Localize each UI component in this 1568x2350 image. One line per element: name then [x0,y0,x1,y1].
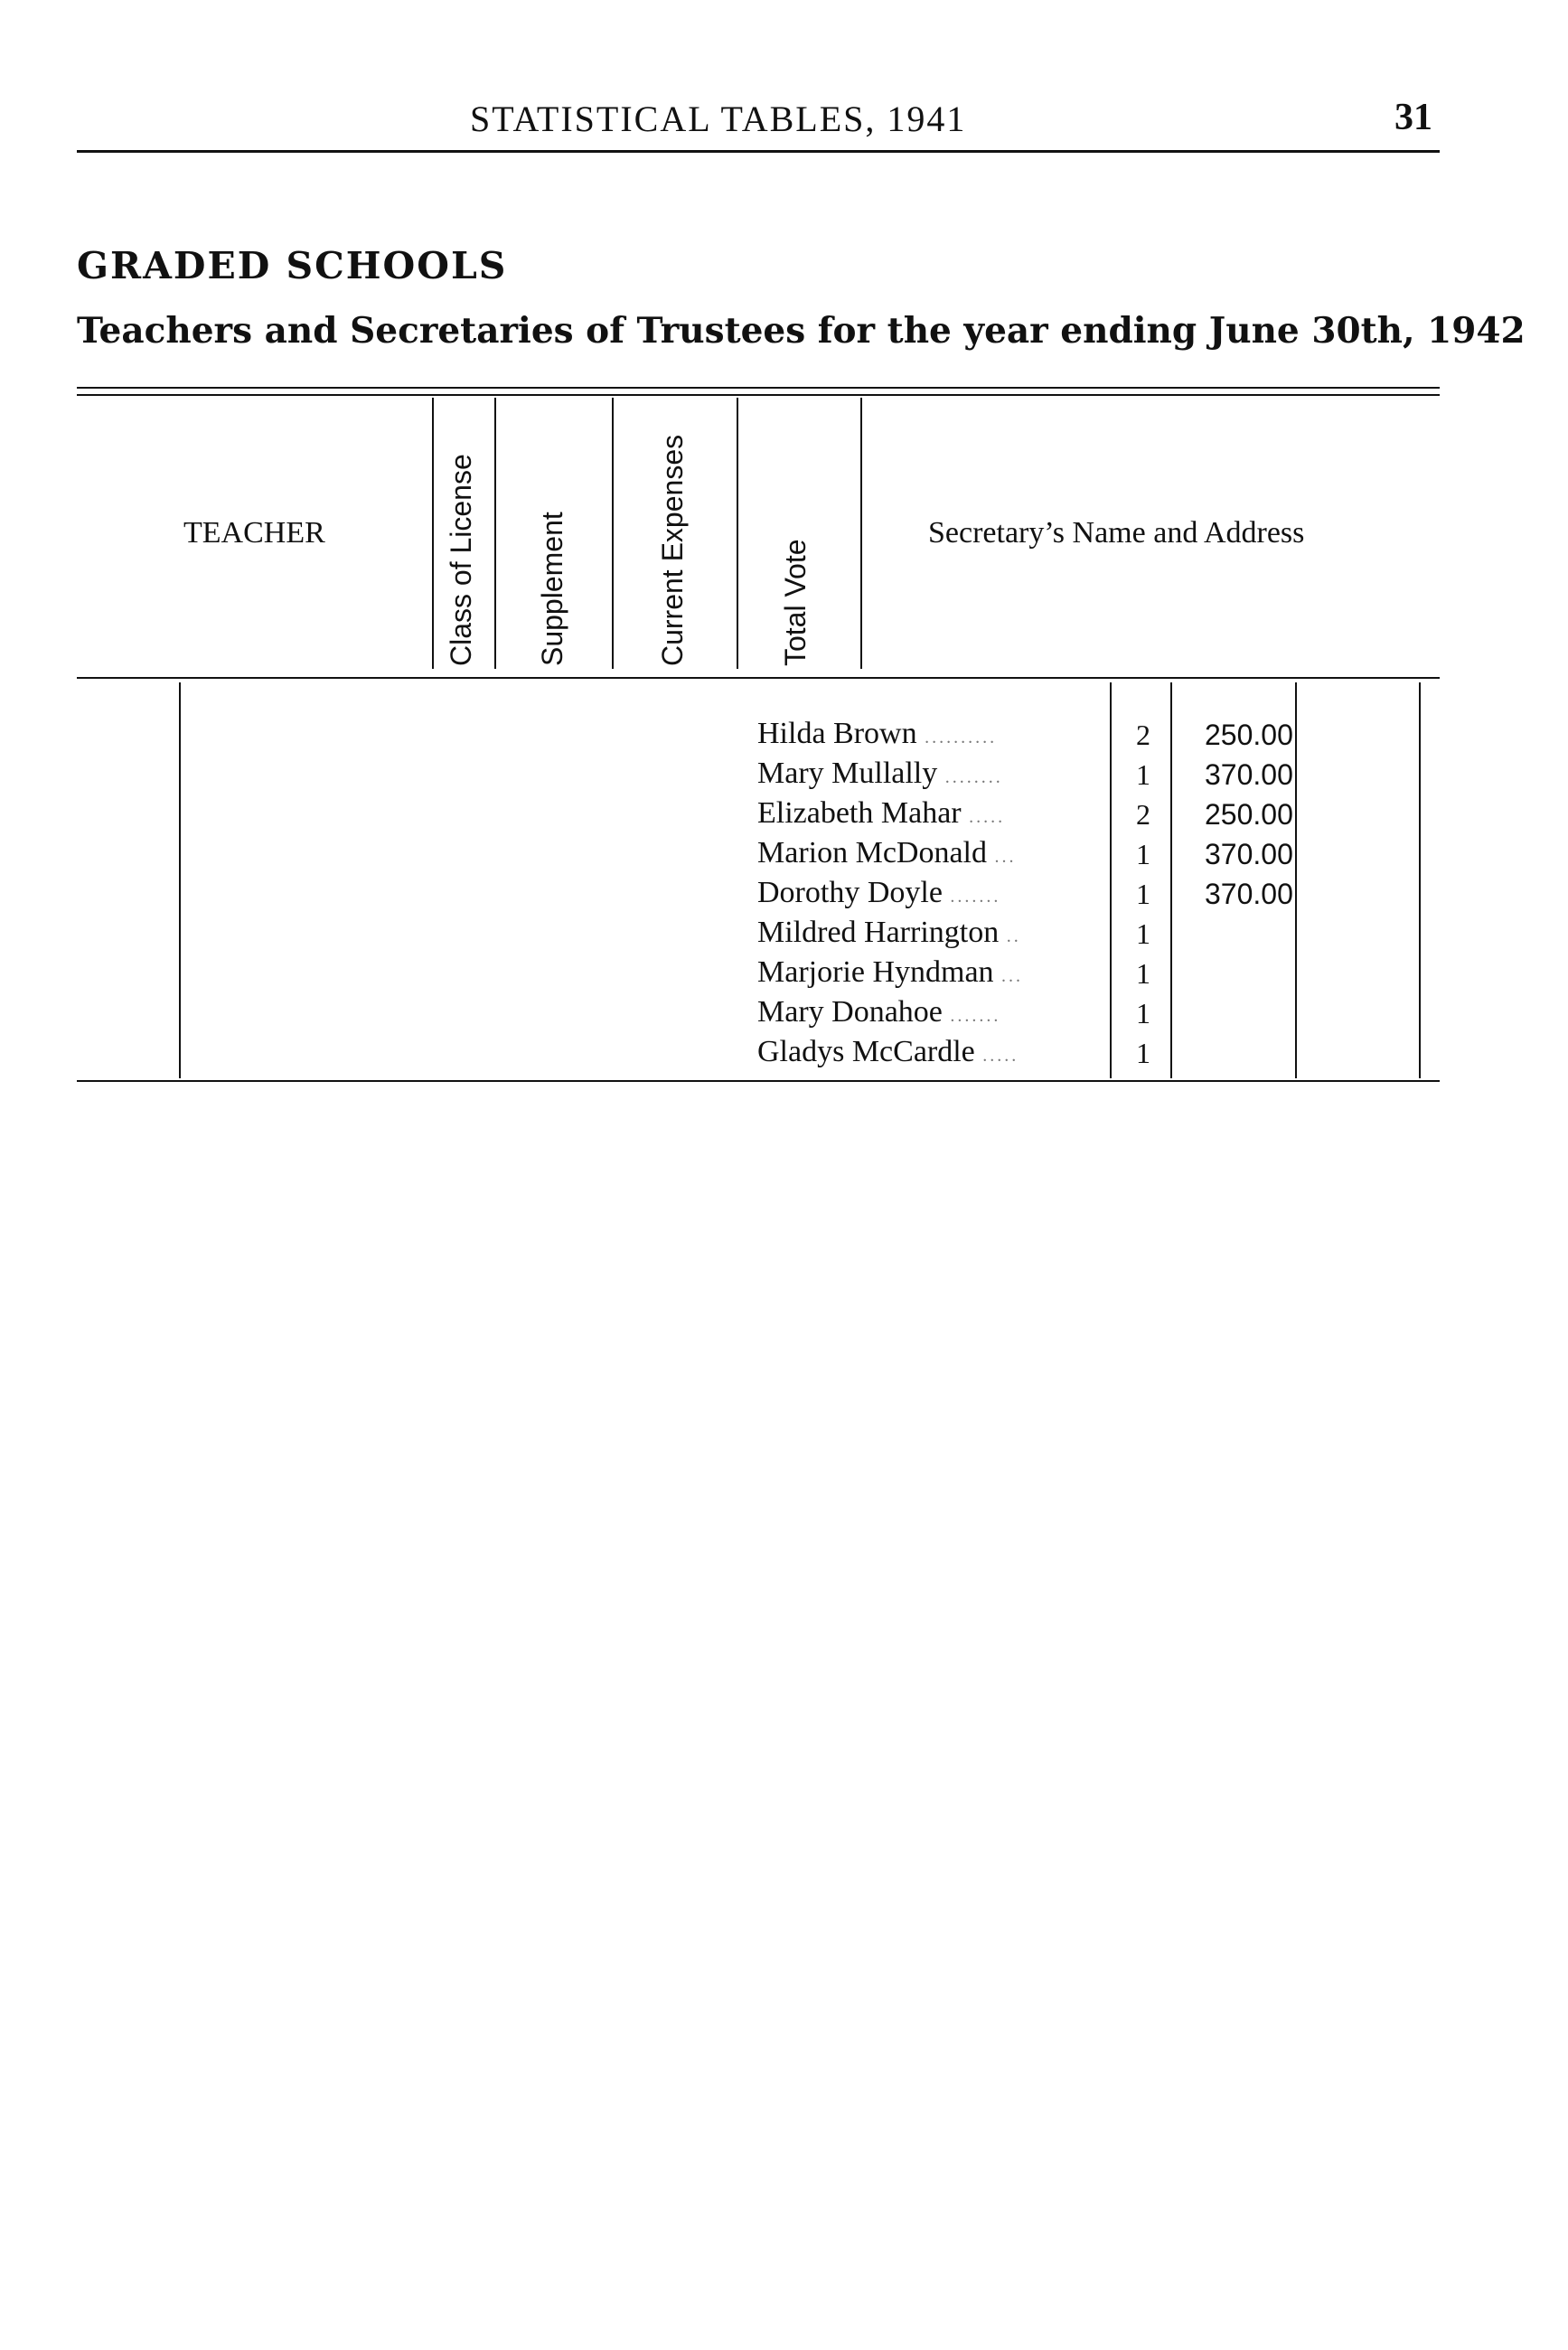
teacher-name: Marjorie Hyndman [757,955,994,989]
page-number: 31 [1394,97,1432,138]
running-head: STATISTICAL TABLES, 1941 [470,99,967,139]
class-of-license-value: 1 [1136,758,1150,791]
class-of-license-value: 1 [1136,878,1150,910]
body-divider [1170,682,1172,1078]
teacher-name: Marion McDonald [757,836,988,870]
supplement-value: 250.00 [1205,798,1293,831]
section-title: GRADED SCHOOLS [77,244,508,287]
column-header-supplement: Supplement [536,512,568,666]
supplement-value: 250.00 [1205,719,1293,751]
table-top-rule-2 [77,394,1440,396]
class-of-license-value: 1 [1136,838,1150,870]
column-header-current-expenses: Current Expenses [656,434,689,666]
body-divider [1110,682,1112,1078]
supplement-value: 370.00 [1205,878,1293,910]
header-rule [77,150,1440,153]
body-top-rule [77,677,1440,679]
class-of-license-value: 1 [1136,917,1150,950]
header-divider [432,398,434,669]
column-header-total-vote: Total Vote [779,539,812,666]
table-subtitle: Teachers and Secretaries of Trustees for the year ending June 30th, 1942 [77,310,1526,352]
header-divider [494,398,496,669]
class-of-license-value: 1 [1136,1037,1150,1069]
table-top-rule-1 [77,387,1440,389]
class-of-license-value: 2 [1136,798,1150,831]
class-of-license-value: 2 [1136,719,1150,751]
teacher-name: Gladys McCardle [757,1035,975,1068]
table-bottom-rule [77,1080,1440,1082]
teacher-name: Hilda Brown [757,717,917,750]
teacher-name: Mary Donahoe [757,995,943,1029]
supplement-value: 370.00 [1205,838,1293,870]
body-divider [179,682,181,1078]
body-divider [1295,682,1297,1078]
class-of-license-value: 1 [1136,997,1150,1029]
header-divider [860,398,862,669]
teacher-name: Mildred Harrington [757,916,1000,949]
header-divider [737,398,738,669]
header-divider [612,398,614,669]
supplement-value: 370.00 [1205,758,1293,791]
column-header-class-of-license: Class of License [445,454,477,666]
class-of-license-value: 1 [1136,957,1150,990]
teacher-name: Elizabeth Mahar [757,796,962,830]
teacher-name: Mary Mullally [757,757,938,790]
teacher-name: Dorothy Doyle [757,876,943,909]
body-divider [1419,682,1421,1078]
column-header-teacher: TEACHER [183,516,325,550]
column-header-secretary: Secretary’s Name and Address [928,516,1305,550]
